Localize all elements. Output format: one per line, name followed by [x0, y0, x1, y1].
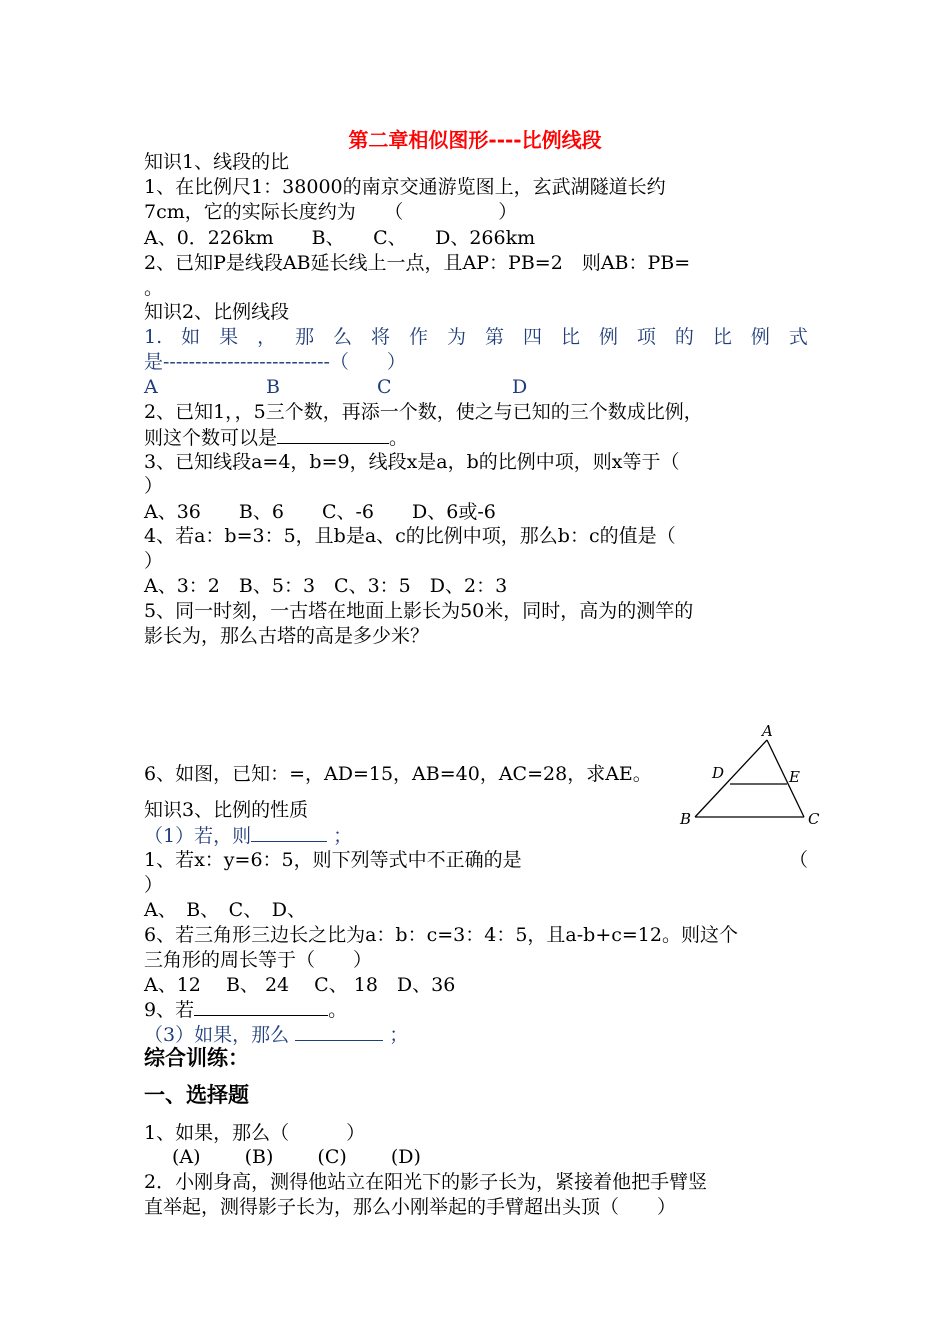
- s2-q3-options: A、36 B、6 C、-6 D、6或-6: [144, 501, 496, 523]
- s2-q3-line1: 3、已知线段a=4，b=9，线段x是a，b的比例中项，则x等于（: [144, 451, 680, 473]
- choice-heading: 一、选择题: [144, 1083, 249, 1107]
- answer-blank: [251, 823, 327, 842]
- word: 那: [295, 326, 315, 348]
- word: 果: [219, 326, 239, 348]
- c-q2-line1: 2．小刚身高，测得他站立在阳光下的影子长为，紧接着他把手臂竖: [144, 1171, 708, 1193]
- label-e: E: [789, 768, 800, 786]
- option-d: D: [512, 376, 528, 398]
- word: 比: [712, 326, 732, 348]
- s2-q6-line: 6、如图，已知：=，AD=15，AB=40，AC=28，求AE。: [144, 763, 652, 785]
- s3-q1-options: A、 B、 C、 D、: [144, 899, 306, 921]
- s3-p3: [144, 1022, 408, 1047]
- s1-q1-line1: 1、在比例尺1：38000的南京交通游览图上，玄武湖隧道长约: [144, 176, 666, 198]
- s2-q4-options: A、3：2 B、5：3 C、3：5 D、2：3: [144, 575, 508, 597]
- s2-q1-line2: 是--------------------------（ ）: [144, 351, 406, 373]
- s2-q5-line1: 5、同一时刻，一古塔在地面上影长为50米，同时，高为的测竿的: [144, 600, 694, 622]
- p1-prefix: （1）若，则: [144, 825, 252, 847]
- word: 四: [522, 326, 542, 348]
- s2-q5-line2: 影长为，那么古塔的高是多少米？: [144, 625, 430, 647]
- word: 式: [788, 326, 808, 348]
- s3-q1-line2: ）: [144, 874, 164, 896]
- s2-q2-line1: 2、已知1，，5三个数，再添一个数，使之与已知的三个数成比例，: [144, 401, 703, 423]
- section1-heading: 知识1、线段的比: [144, 151, 290, 173]
- s1-q1-options: A、0．226km B、 C、 D、266km: [144, 227, 536, 249]
- word: 比: [560, 326, 580, 348]
- answer-blank: [277, 425, 389, 444]
- option-a: A: [144, 376, 158, 398]
- label-a: A: [762, 722, 773, 740]
- c-q1-line: 1、如果，那么（ ）: [144, 1122, 366, 1144]
- s2-q3-line2: ）: [144, 475, 164, 497]
- option-b: B: [266, 376, 280, 398]
- word: 第: [484, 326, 504, 348]
- s3-q1-paren: （: [789, 849, 809, 871]
- s2-q4-line1: 4、若a：b=3：5，且b是a、c的比例中项，那么b：c的值是（: [144, 525, 676, 547]
- q9-suffix: 。: [328, 999, 348, 1021]
- page-title: 第二章相似图形----比例线段: [348, 128, 602, 152]
- s2-q2-line2: [144, 425, 408, 450]
- s1-q1-line2: 7cm，它的实际长度约为 （ ）: [144, 201, 518, 223]
- word: 例: [598, 326, 618, 348]
- q2-prefix: 则这个数可以是: [144, 427, 278, 449]
- word: ，: [257, 326, 277, 348]
- word: 作: [409, 326, 429, 348]
- side-ab: [695, 740, 767, 817]
- s2-q1-options: [144, 375, 544, 399]
- word: 如: [181, 326, 201, 348]
- section2-heading: 知识2、比例线段: [144, 301, 290, 323]
- s3-q1-line1: 1、若x：y=6：5，则下列等式中不正确的是: [144, 849, 522, 871]
- q9-prefix: 9、若: [144, 999, 195, 1021]
- c-q2-line2: 直举起，测得影子长为，那么小刚举起的手臂超出头顶（ ）: [144, 1196, 677, 1218]
- s3-q6-options: A、12 B、 24 C、 18 D、36: [144, 974, 456, 996]
- s3-q6-line1: 6、若三角形三边长之比为a：b：c=3：4：5，且a-b+c=12。则这个: [144, 924, 738, 946]
- label-d: D: [712, 764, 725, 782]
- answer-blank: [295, 1022, 383, 1041]
- word: 例: [750, 326, 770, 348]
- word: 么: [333, 326, 353, 348]
- word: 1.: [144, 326, 163, 348]
- label-c: C: [808, 810, 820, 828]
- word: 将: [371, 326, 391, 348]
- word: 的: [674, 326, 694, 348]
- s1-q2-line2: 。: [144, 277, 164, 299]
- s1-q2-line1: 2、已知P是线段AB延长线上一点，且AP：PB=2 则AB：PB=: [144, 252, 691, 274]
- section3-heading: 知识3、比例的性质: [144, 799, 309, 821]
- s3-p1: [144, 823, 352, 848]
- s2-q4-line2: ）: [144, 550, 164, 572]
- s2-q1-line1: [144, 325, 808, 349]
- p1-suffix: ；: [333, 825, 353, 847]
- word: 为: [447, 326, 467, 348]
- s3-q6-line2: 三角形的周长等于（ ）: [144, 949, 373, 971]
- triangle-figure: [670, 722, 830, 832]
- comprehensive-heading: 综合训练：: [144, 1046, 249, 1070]
- p3-suffix: ；: [389, 1024, 409, 1046]
- s3-q9: [144, 997, 347, 1022]
- word: 项: [636, 326, 656, 348]
- option-c: C: [377, 376, 392, 398]
- answer-blank: [194, 997, 328, 1016]
- p3-prefix: （3）如果，那么: [144, 1024, 290, 1046]
- q2-suffix: 。: [389, 427, 409, 449]
- label-b: B: [680, 810, 692, 828]
- c-q1-options: (A) (B) (C) (D): [172, 1146, 421, 1168]
